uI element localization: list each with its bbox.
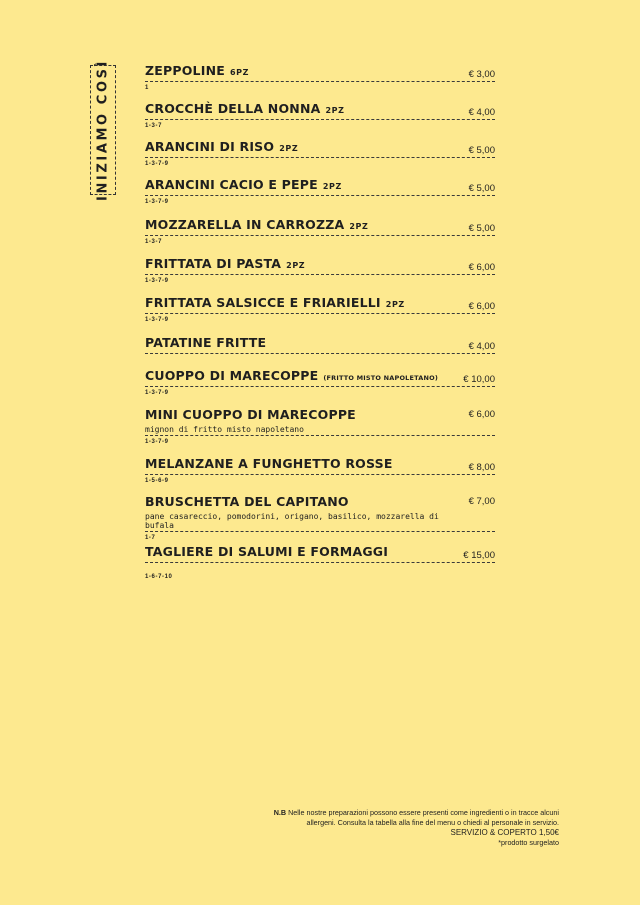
menu-item-name: MOZZARELLA IN CARROZZA 2PZ <box>145 217 369 232</box>
service-charge: SERVIZIO & COPERTO 1,50€ <box>450 828 559 837</box>
menu-item-name: PATATINE FRITTE <box>145 335 267 350</box>
menu-item-qty: 2PZ <box>349 222 369 231</box>
menu-item-row <box>145 294 495 314</box>
menu-item-name: ARANCINI DI RISO 2PZ <box>145 139 299 154</box>
menu-item-price: € 6,00 <box>468 262 495 273</box>
menu-item-row <box>145 138 495 158</box>
menu-item-price: € 6,00 <box>468 409 495 420</box>
menu-item-name: FRITTATA SALSICCE E FRIARIELLI 2PZ <box>145 295 405 310</box>
nb-label: N.B <box>273 808 287 817</box>
menu-item-row <box>145 255 495 275</box>
menu-item-title <box>145 367 438 385</box>
menu-item <box>145 543 495 580</box>
menu-item-qty: 2PZ <box>385 300 405 309</box>
menu-item-title <box>145 138 298 156</box>
menu-item-price: € 8,00 <box>468 462 495 473</box>
menu-item-row <box>145 216 495 236</box>
menu-item-price: € 4,00 <box>468 107 495 118</box>
menu-item-price: € 5,00 <box>468 223 495 234</box>
menu-item-allergens: 1-3-7-9 <box>145 390 169 396</box>
menu-item-row <box>145 406 495 436</box>
menu-item-name: FRITTATA DI PASTA 2PZ <box>145 256 306 271</box>
menu-item-title <box>145 62 249 80</box>
menu-item-title <box>145 100 345 118</box>
menu-item <box>145 216 495 245</box>
menu-item-allergens: 1-3-7-9 <box>145 278 169 284</box>
menu-item-title <box>145 455 393 473</box>
menu-item <box>145 367 495 396</box>
menu-item <box>145 138 495 167</box>
menu-item <box>145 62 495 91</box>
menu-item-allergens: 1-3-7-9 <box>145 439 169 445</box>
menu-item <box>145 334 495 354</box>
allergen-note <box>219 808 559 818</box>
menu-item-title <box>145 216 368 234</box>
menu-item-qty: 2PZ <box>279 144 299 153</box>
menu-item-price: € 7,00 <box>468 496 495 507</box>
menu-item-title <box>145 406 356 434</box>
menu-item <box>145 294 495 323</box>
menu-item <box>145 455 495 484</box>
menu-item-row <box>145 334 495 354</box>
nb-text-line1: Nelle nostre preparazioni possono essere presenti come ingredienti o in tracce alcuni <box>288 808 559 817</box>
menu-item-title <box>145 176 342 194</box>
menu-item-qty: 6PZ <box>229 68 249 77</box>
menu-item-row <box>145 493 495 532</box>
menu-item-name: ZEPPOLINE 6PZ <box>145 63 249 78</box>
menu-item-name: CROCCHÈ DELLA NONNA 2PZ <box>145 101 345 116</box>
menu-item <box>145 100 495 129</box>
menu-item-price: € 6,00 <box>468 301 495 312</box>
menu-item-title <box>145 255 305 273</box>
menu-item-allergens: 1-3-7-9 <box>145 161 169 167</box>
menu-item-name: MELANZANE A FUNGHETTO ROSSE <box>145 456 393 471</box>
menu-item-allergens: 1-6-7-10 <box>145 574 173 580</box>
menu-item-price: € 5,00 <box>468 145 495 156</box>
menu-item-allergens: 1-3-7-9 <box>145 317 169 323</box>
menu-item-row <box>145 367 495 387</box>
section-title: INIZIAMO COSÌ <box>95 59 111 201</box>
menu-item-allergens: 1-3-7 <box>145 123 163 129</box>
menu-item-title <box>145 294 405 312</box>
menu-item-name: MINI CUOPPO DI MARECOPPE <box>145 407 356 422</box>
menu-item-allergens: 1-5-6-9 <box>145 478 169 484</box>
menu-item-price: € 4,00 <box>468 341 495 352</box>
menu-item-qty: 2PZ <box>325 106 345 115</box>
menu-item-name: ARANCINI CACIO E PEPE 2PZ <box>145 177 342 192</box>
menu-item-price: € 5,00 <box>468 183 495 194</box>
menu-item-allergens: 1-3-7-9 <box>145 199 169 205</box>
menu-item-name: CUOPPO DI MARECOPPE (FRITTO MISTO NAPOLETANO) <box>145 368 439 383</box>
menu-item-title <box>145 543 388 561</box>
menu-item <box>145 406 495 445</box>
menu-item-allergens: 1 <box>145 85 149 91</box>
menu-item-title <box>145 334 266 352</box>
menu-item-qty: 2PZ <box>322 182 342 191</box>
menu-item-row <box>145 543 495 563</box>
menu-item-qty: 2PZ <box>286 261 306 270</box>
menu-item-allergens: 1-3-7 <box>145 239 163 245</box>
footer-notes <box>219 808 559 848</box>
menu-item-allergens: 1-7 <box>145 535 156 541</box>
menu-item-name: BRUSCHETTA DEL CAPITANO <box>145 494 349 509</box>
menu-item-row <box>145 455 495 475</box>
nb-text-line2: allergeni. Consulta la tabella alla fine del menu o chiedi al personale in servizio. <box>306 818 559 827</box>
menu-item-price: € 10,00 <box>463 374 495 385</box>
menu-item <box>145 176 495 205</box>
menu-item-description: mignon di fritto misto napoletano <box>145 425 304 434</box>
menu-item <box>145 493 495 541</box>
menu-item-name: TAGLIERE DI SALUMI E FORMAGGI <box>145 544 389 559</box>
menu-item-description: pane casareccio, pomodorini, origano, basilico, mozzarella di bufala <box>145 512 439 530</box>
menu-item-price: € 15,00 <box>463 550 495 561</box>
menu-item-row <box>145 62 495 82</box>
menu-item-qty: (FRITTO MISTO NAPOLETANO) <box>323 374 439 382</box>
menu-item <box>145 255 495 284</box>
menu-item-price: € 3,00 <box>468 69 495 80</box>
frozen-note: *prodotto surgelato <box>498 838 559 847</box>
menu-item-row <box>145 100 495 120</box>
section-title-box <box>90 59 116 201</box>
menu-item-title <box>145 493 469 530</box>
menu-item-row <box>145 176 495 196</box>
